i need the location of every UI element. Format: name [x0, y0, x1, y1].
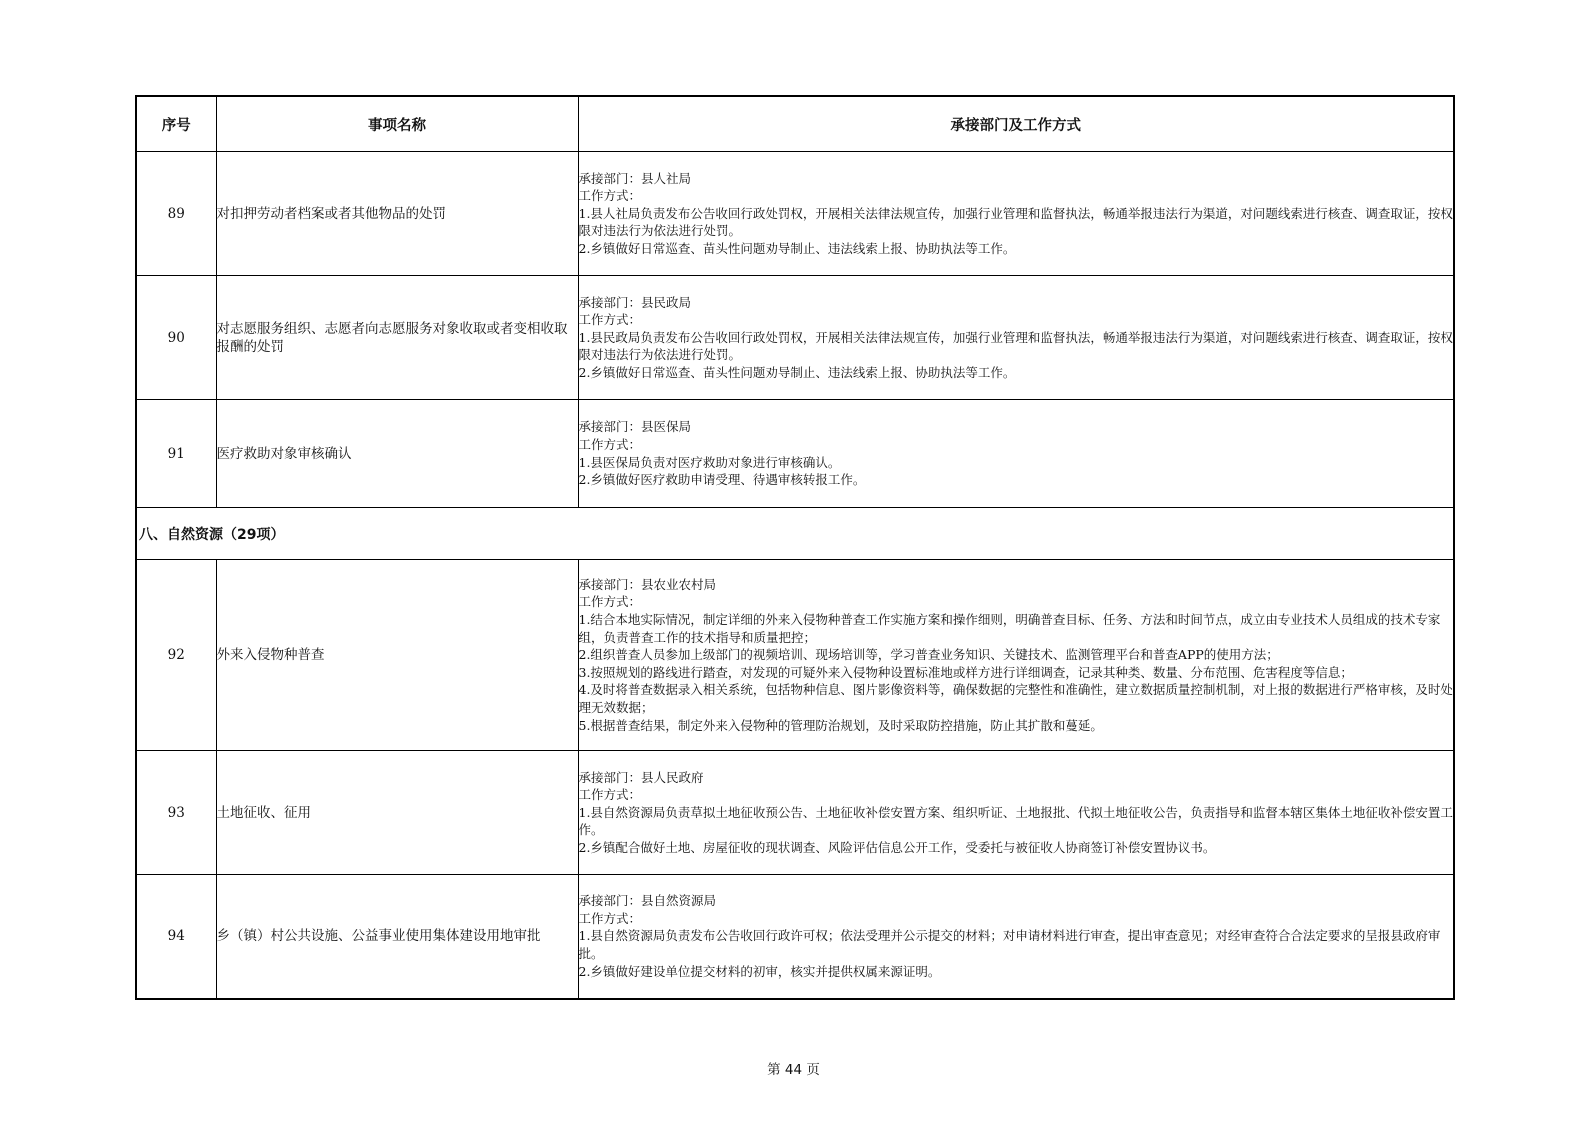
header-dept-method: 承接部门及工作方式 [578, 96, 1454, 152]
header-item-name: 事项名称 [216, 96, 578, 152]
method-step: 2.乡镇做好日常巡查、苗头性问题劝导制止、违法线索上报、协助执法等工作。 [578, 240, 1016, 256]
method-step: 1.县民政局负责发布公告收回行政处罚权，开展相关法律法规宣传，加强行业管理和监督执法，畅通举报违法行为渠道，对问题线索进行核查、调查取证，按权限对违法行为依法进行处罚。 [578, 329, 1453, 363]
method-label: 工作方式： [578, 312, 642, 328]
row-seq: 94 [136, 875, 216, 999]
table-header-row [136, 96, 1454, 152]
row-item-name: 土地征收、征用 [216, 751, 578, 875]
dept-line: 承接部门：县民政局 [578, 294, 692, 310]
row-seq: 91 [136, 400, 216, 508]
dept-line: 承接部门：县医保局 [578, 419, 692, 435]
dept-line: 承接部门：县人民政府 [578, 769, 704, 785]
row-dept-method [578, 152, 1454, 276]
items-table [135, 95, 1455, 1000]
method-label: 工作方式： [578, 787, 642, 803]
row-dept-method [578, 875, 1454, 999]
method-label: 工作方式： [578, 594, 642, 610]
table-row [136, 751, 1454, 875]
row-seq: 89 [136, 152, 216, 276]
method-step: 2.乡镇配合做好土地、房屋征收的现状调查、风险评估信息公开工作，受委托与被征收人协商签订补偿安置协议书。 [578, 839, 1216, 855]
method-step: 1.县自然资源局负责发布公告收回行政许可权；依法受理并公示提交的材料；对申请材料进行审查，提出审查意见；对经审查符合合法定要求的呈报县政府审批。 [578, 928, 1441, 962]
table-row [136, 875, 1454, 999]
method-step: 2.组织普查人员参加上级部门的视频培训、现场培训等，学习普查业务知识、关键技术、监测管理平台和普查APP的使用方法； [578, 647, 1279, 663]
method-step: 1.县医保局负责对医疗救助对象进行审核确认。 [578, 454, 841, 470]
row-item-name: 对扣押劳动者档案或者其他物品的处罚 [216, 152, 578, 276]
dept-line: 承接部门：县人社局 [578, 170, 692, 186]
method-step: 1.结合本地实际情况，制定详细的外来入侵物种普查工作实施方案和操作细则，明确普查目标、任务、方法和时间节点，成立由专业技术人员组成的技术专家组，负责普查工作的技术指导和质量把控； [578, 612, 1441, 645]
dept-line: 承接部门：县农业农村局 [578, 576, 717, 592]
row-dept-method [578, 276, 1454, 400]
method-step: 2.乡镇做好建设单位提交材料的初审，核实并提供权属来源证明。 [578, 963, 941, 979]
row-item-name: 外来入侵物种普查 [216, 560, 578, 751]
row-item-name: 医疗救助对象审核确认 [216, 400, 578, 508]
header-seq: 序号 [136, 96, 216, 152]
method-step: 2.乡镇做好医疗救助申请受理、待遇审核转报工作。 [578, 472, 866, 488]
method-label: 工作方式： [578, 436, 642, 452]
row-seq: 92 [136, 560, 216, 751]
method-label: 工作方式： [578, 910, 642, 926]
page-number: 第 44 页 [767, 1062, 820, 1078]
method-step: 5.根据普查结果，制定外来入侵物种的管理防治规划，及时采取防控措施，防止其扩散和蔓延。 [578, 717, 1103, 733]
method-step: 4.及时将普查数据录入相关系统，包括物种信息、图片影像资料等，确保数据的完整性和准确性，建立数据质量控制机制，对上报的数据进行严格审核，及时处理无效数据； [578, 682, 1453, 715]
dept-line: 承接部门：县自然资源局 [578, 893, 717, 909]
table-row [136, 560, 1454, 751]
row-seq: 93 [136, 751, 216, 875]
method-step: 1.县自然资源局负责草拟土地征收预公告、土地征收补偿安置方案、组织听证、土地报批、代拟土地征收公告，负责指导和监督本辖区集体土地征收补偿安置工作。 [578, 804, 1453, 838]
row-item-name: 乡（镇）村公共设施、公益事业使用集体建设用地审批 [216, 875, 578, 999]
row-dept-method [578, 560, 1454, 751]
table-row [136, 152, 1454, 276]
row-dept-method [578, 751, 1454, 875]
method-label: 工作方式： [578, 188, 642, 204]
table-row [136, 400, 1454, 508]
method-step: 1.县人社局负责发布公告收回行政处罚权，开展相关法律法规宣传，加强行业管理和监督执法，畅通举报违法行为渠道，对问题线索进行核查、调查取证，按权限对违法行为依法进行处罚。 [578, 205, 1453, 239]
row-seq: 90 [136, 276, 216, 400]
table-row [136, 276, 1454, 400]
method-step: 2.乡镇做好日常巡查、苗头性问题劝导制止、违法线索上报、协助执法等工作。 [578, 364, 1016, 380]
row-item-name: 对志愿服务组织、志愿者向志愿服务对象收取或者变相收取报酬的处罚 [216, 276, 578, 400]
section-row [136, 508, 1454, 560]
row-dept-method [578, 400, 1454, 508]
method-step: 3.按照规划的路线进行踏查，对发现的可疑外来入侵物种设置标准地或样方进行详细调查，记录其种类、数量、分布范围、危害程度等信息； [578, 664, 1353, 680]
section-title: 八、自然资源（29项） [136, 508, 1454, 560]
